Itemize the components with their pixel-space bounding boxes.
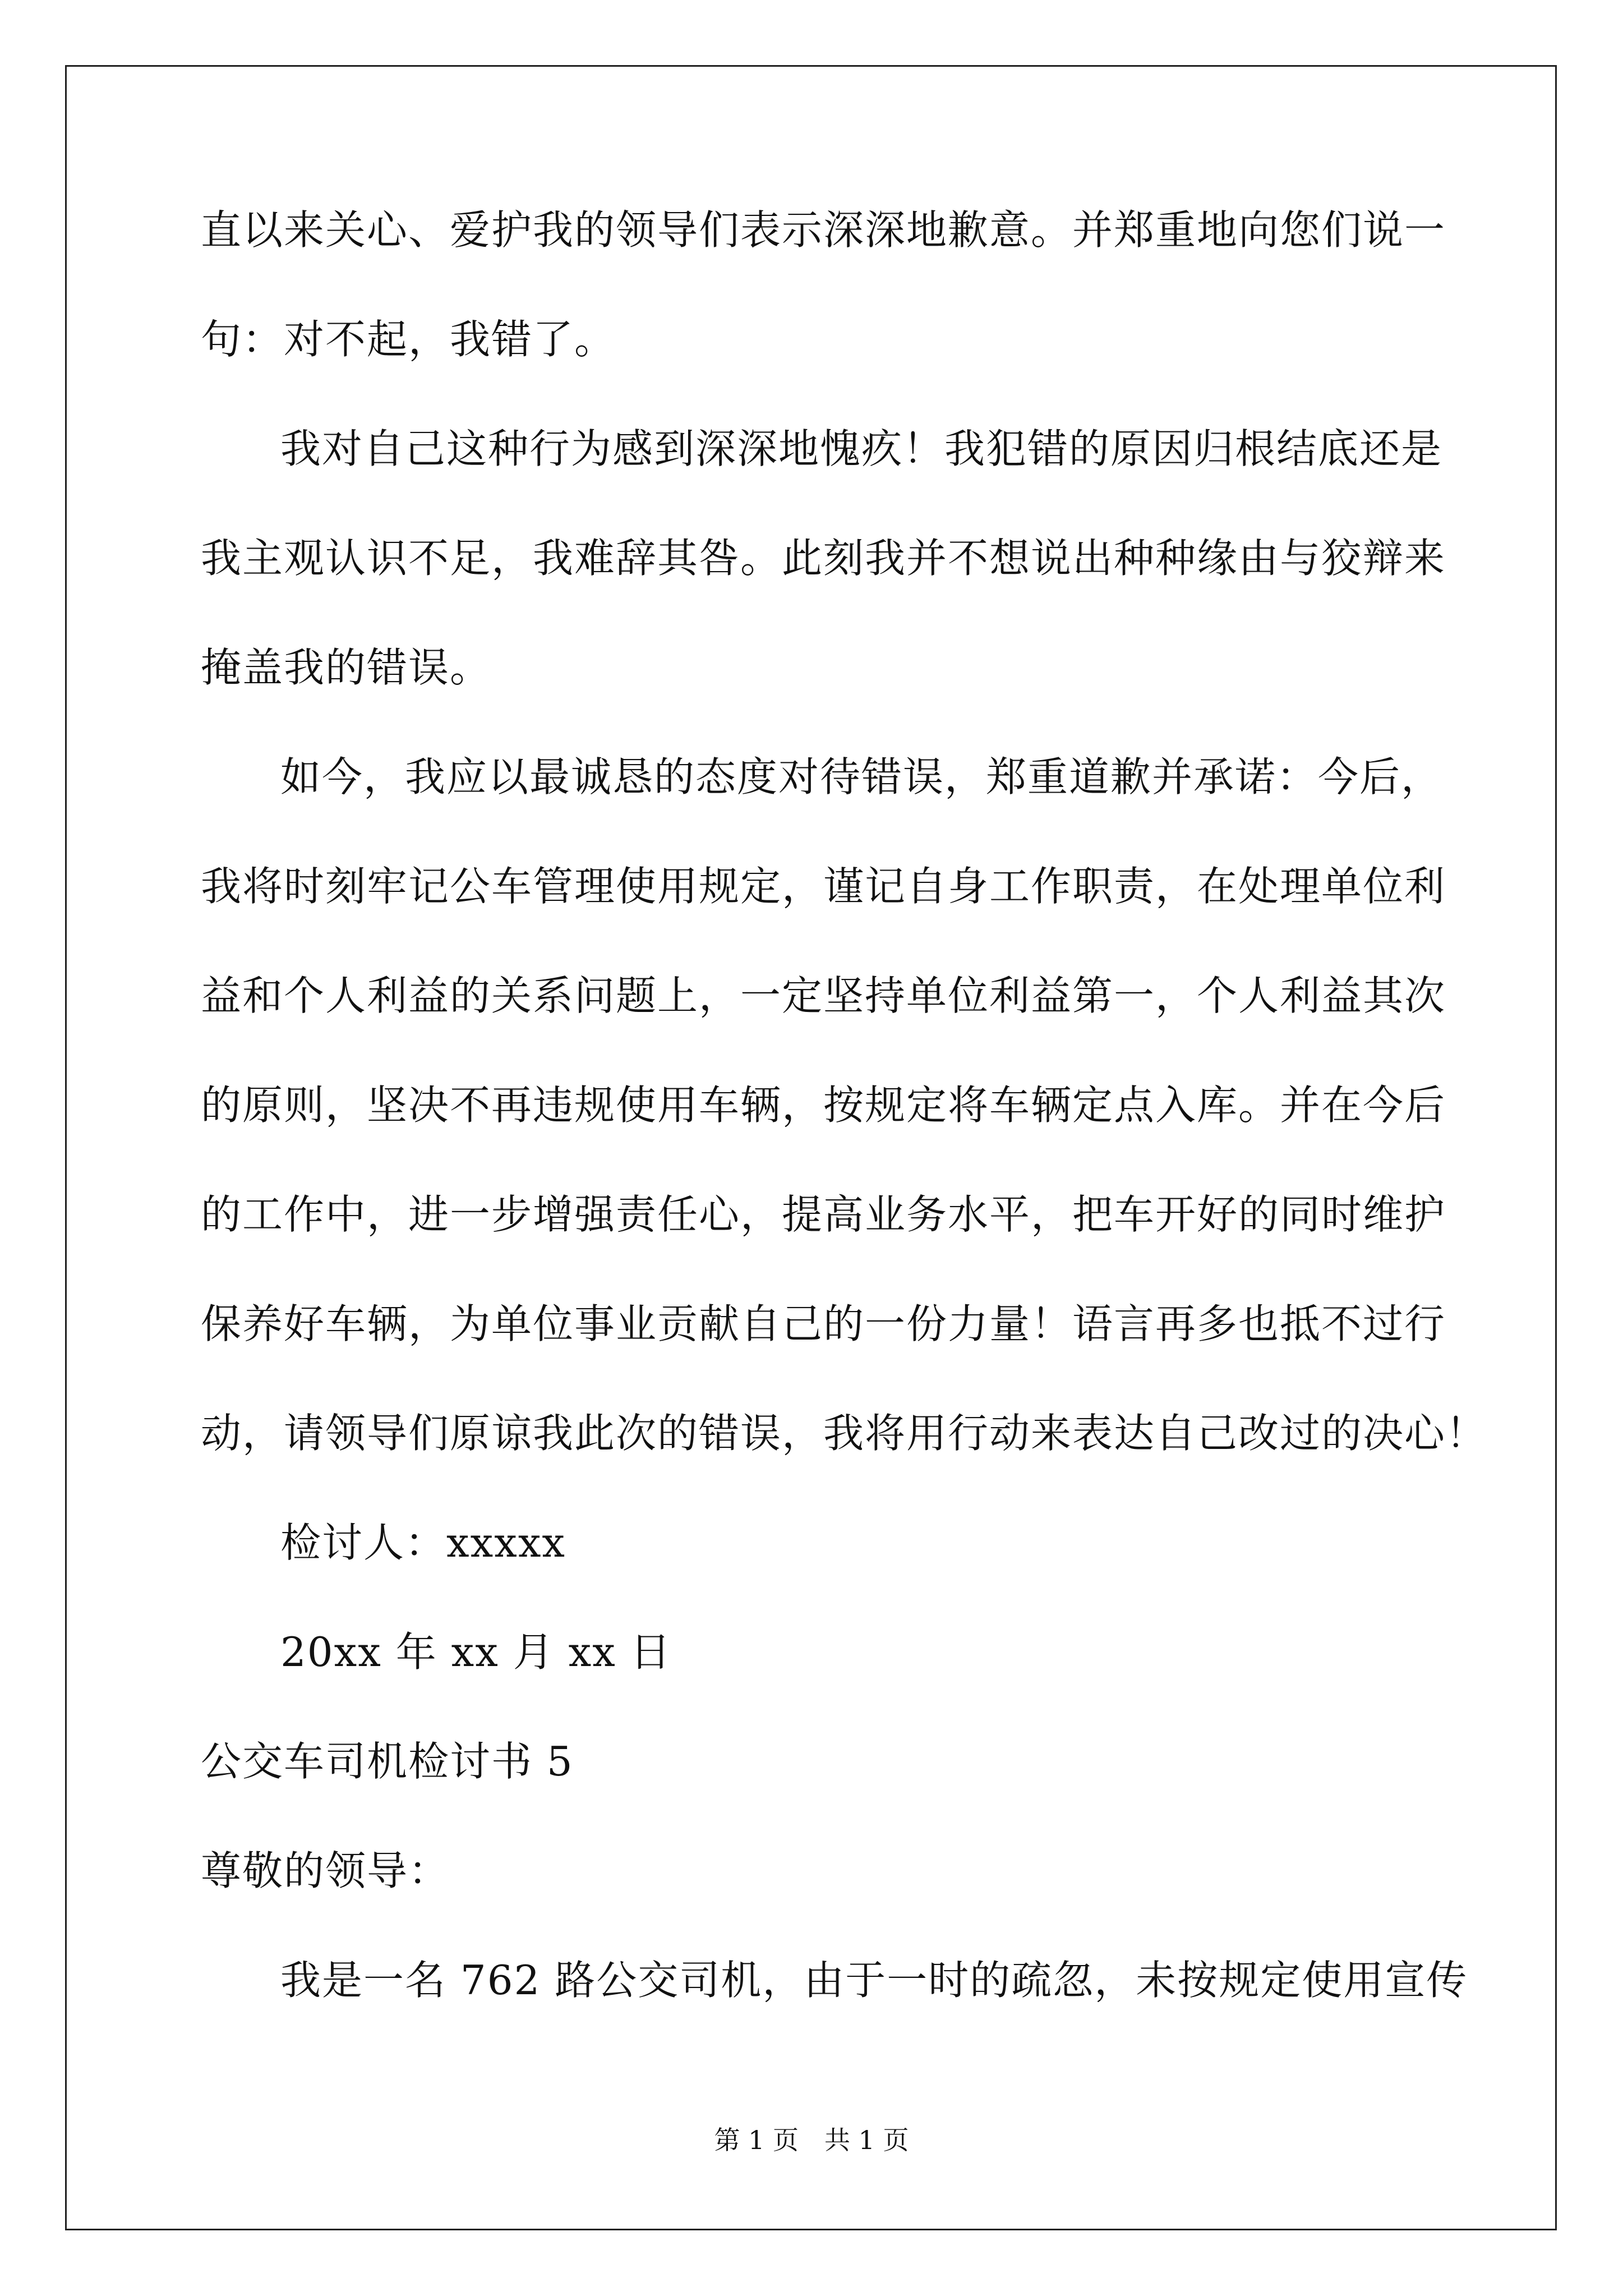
text-line-10: 的工作中，进一步增强责任心，提高业务水平，把车开好的同时维护	[201, 1191, 1446, 1238]
text-line-11: 保养好车辆，为单位事业贡献自己的一份力量！语言再多也抵不过行	[201, 1300, 1446, 1347]
page-number-current: 第 1 页	[714, 2125, 799, 2155]
document-body	[201, 202, 1488, 2062]
text-line-8: 益和个人利益的关系问题上，一定坚持单位利益第一，个人利益其次	[201, 972, 1446, 1019]
section-title: 公交车司机检讨书 5	[201, 1738, 574, 1785]
text-line-2: 句：对不起，我错了。	[201, 316, 616, 363]
text-line-12: 动，请领导们原谅我此次的错误，我将用行动来表达自己改过的决心！	[201, 1410, 1488, 1457]
signature-line: 检讨人：xxxxx	[280, 1519, 566, 1566]
page-number-total: 共 1 页	[824, 2125, 909, 2155]
text-line-4: 我主观认识不足，我难辞其咎。此刻我并不想说出种种缘由与狡辩来	[201, 535, 1446, 582]
text-line-9: 的原则，坚决不再违规使用车辆，按规定将车辆定点入库。并在今后	[201, 1082, 1446, 1129]
page-footer	[0, 2123, 1623, 2157]
date-line: 20xx 年 xx 月 xx 日	[280, 1628, 672, 1676]
text-line-5: 掩盖我的错误。	[201, 644, 492, 691]
text-line-3: 我对自己这种行为感到深深地愧疚！我犯错的原因归根结底还是	[280, 425, 1443, 472]
text-line-7: 我将时刻牢记公车管理使用规定，谨记自身工作职责，在处理单位利	[201, 863, 1446, 910]
text-line-6: 如今，我应以最诚恳的态度对待错误，郑重道歉并承诺：今后，	[280, 753, 1443, 800]
text-line-17: 我是一名 762 路公交司机，由于一时的疏忽，未按规定使用宣传	[280, 1957, 1468, 2004]
salutation: 尊敬的领导：	[201, 1847, 450, 1894]
text-line-1: 直以来关心、爱护我的领导们表示深深地歉意。并郑重地向您们说一	[201, 206, 1446, 254]
